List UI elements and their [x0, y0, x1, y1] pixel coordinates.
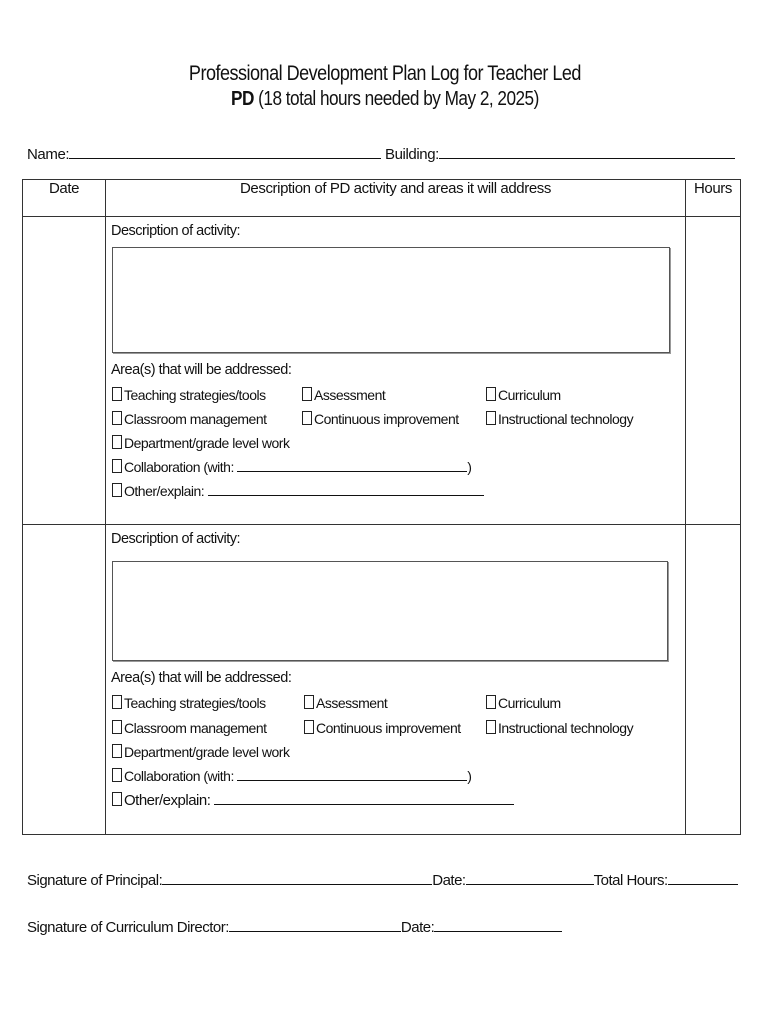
- col-hours-header: Hours: [686, 180, 741, 217]
- checkbox-icon[interactable]: [112, 792, 122, 806]
- header-row: [27, 146, 735, 163]
- director-signature-field[interactable]: [229, 930, 401, 932]
- option-collaboration[interactable]: Collaboration (with: ): [112, 459, 471, 475]
- page-title: [0, 62, 770, 111]
- desc-label: Description of activity:: [111, 223, 241, 239]
- areas-label: Area(s) that will be addressed:: [111, 670, 292, 686]
- option-department[interactable]: Department/grade level work: [112, 435, 289, 451]
- option-curriculum[interactable]: Curriculum: [486, 387, 561, 403]
- option-other[interactable]: Other/explain:: [112, 483, 484, 499]
- director-date-field[interactable]: [434, 930, 562, 932]
- col-date-header: Date: [23, 180, 106, 217]
- option-teaching[interactable]: Teaching strategies/tools: [112, 387, 266, 403]
- description-cell: [106, 525, 686, 835]
- name-field[interactable]: [69, 157, 381, 159]
- checkbox-icon[interactable]: [112, 411, 122, 425]
- title-line-1: Professional Development Plan Log for Teacher Led: [188, 62, 582, 85]
- option-other[interactable]: Other/explain:: [112, 792, 514, 809]
- title-pd: PD: [231, 88, 254, 110]
- checkbox-icon[interactable]: [112, 435, 122, 449]
- checkbox-icon[interactable]: [112, 695, 122, 709]
- pd-log-table: [22, 179, 741, 835]
- option-collaboration[interactable]: Collaboration (with: ): [112, 768, 471, 784]
- other-explain-field[interactable]: [214, 803, 514, 805]
- option-instructional[interactable]: Instructional technology: [486, 411, 633, 427]
- director-signature-row: [27, 919, 562, 936]
- checkbox-icon[interactable]: [302, 387, 312, 401]
- checkbox-icon[interactable]: [304, 720, 314, 734]
- areas-label: Area(s) that will be addressed:: [111, 362, 292, 378]
- description-cell: [106, 217, 686, 525]
- checkbox-icon[interactable]: [112, 459, 122, 473]
- checkbox-icon[interactable]: [486, 387, 496, 401]
- checkbox-icon[interactable]: [112, 720, 122, 734]
- checkbox-icon[interactable]: [486, 720, 496, 734]
- option-continuous[interactable]: Continuous improvement: [302, 411, 459, 427]
- checkbox-icon[interactable]: [486, 411, 496, 425]
- principal-signature-field[interactable]: [162, 883, 432, 885]
- building-field[interactable]: [439, 157, 735, 159]
- activity-description-input[interactable]: [112, 247, 670, 353]
- checkbox-icon[interactable]: [486, 695, 496, 709]
- total-hours-field[interactable]: [668, 883, 738, 885]
- option-assessment[interactable]: Assessment: [304, 695, 387, 711]
- date-cell[interactable]: [23, 525, 106, 835]
- principal-signature-label: Signature of Principal:: [27, 872, 163, 889]
- checkbox-icon[interactable]: [112, 744, 122, 758]
- desc-label: Description of activity:: [111, 531, 241, 547]
- checkbox-icon[interactable]: [304, 695, 314, 709]
- table-row: [23, 217, 741, 525]
- activity-description-input[interactable]: [112, 561, 668, 661]
- option-classroom[interactable]: Classroom management: [112, 411, 267, 427]
- date-cell[interactable]: [23, 217, 106, 525]
- checkbox-icon[interactable]: [302, 411, 312, 425]
- checkbox-icon[interactable]: [112, 768, 122, 782]
- title-line-2: [231, 88, 539, 111]
- hours-cell[interactable]: [686, 217, 741, 525]
- hours-cell[interactable]: [686, 525, 741, 835]
- option-instructional[interactable]: Instructional technology: [486, 720, 633, 736]
- option-department[interactable]: Department/grade level work: [112, 744, 289, 760]
- collaboration-field[interactable]: [237, 779, 467, 781]
- table-header-row: [23, 180, 741, 217]
- building-label: Building:: [384, 146, 439, 163]
- checkbox-icon[interactable]: [112, 483, 122, 497]
- option-classroom[interactable]: Classroom management: [112, 720, 267, 736]
- option-assessment[interactable]: Assessment: [302, 387, 385, 403]
- director-signature-label: Signature of Curriculum Director:: [27, 919, 229, 936]
- option-teaching[interactable]: Teaching strategies/tools: [112, 695, 266, 711]
- total-hours-label: Total Hours:: [593, 872, 668, 889]
- col-desc-header: Description of PD activity and areas it will address: [106, 180, 686, 217]
- collaboration-field[interactable]: [237, 470, 467, 472]
- table-row: [23, 525, 741, 835]
- option-curriculum[interactable]: Curriculum: [486, 695, 561, 711]
- option-continuous[interactable]: Continuous improvement: [304, 720, 461, 736]
- other-explain-field[interactable]: [208, 494, 484, 496]
- principal-signature-row: [27, 872, 738, 889]
- director-date-label: Date:: [400, 919, 435, 936]
- name-label: Name:: [27, 146, 70, 163]
- checkbox-icon[interactable]: [112, 387, 122, 401]
- title-hours-note: (18 total hours needed by May 2, 2025): [253, 88, 539, 110]
- principal-date-label: Date:: [432, 872, 466, 889]
- principal-date-field[interactable]: [466, 883, 594, 885]
